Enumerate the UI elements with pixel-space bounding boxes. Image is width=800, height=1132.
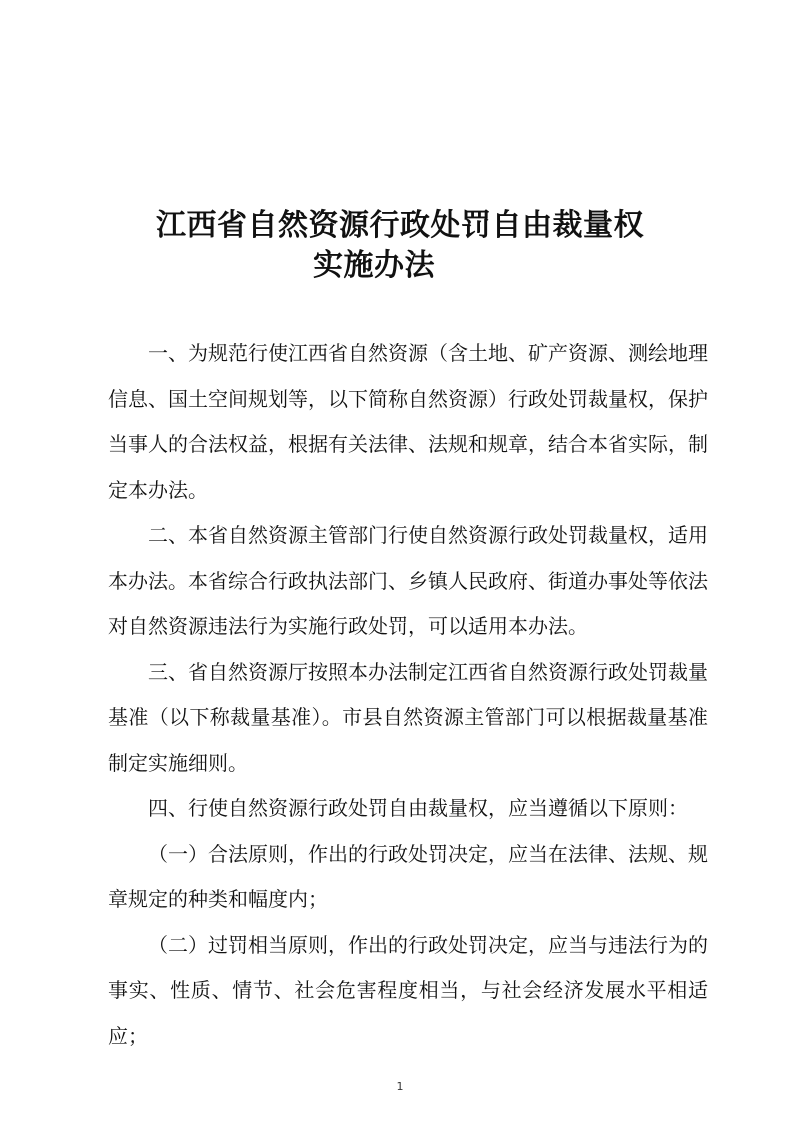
paragraph-3: 三、省自然资源厅按照本办法制定江西省自然资源行政处罚裁量基准（以下称裁量基准）。市县自然资源主管部门可以根据裁量基准制定实施细则。 bbox=[108, 659, 708, 775]
document-title-line-1: 江西省自然资源行政处罚自由裁量权 bbox=[156, 208, 644, 243]
paragraph-5: （一）合法原则，作出的行政处罚决定，应当在法律、法规、规章规定的种类和幅度内； bbox=[108, 841, 708, 911]
paragraph-2: 二、本省自然资源主管部门行使自然资源行政处罚裁量权，适用本办法。本省综合行政执法部门、乡镇人民政府、街道办事处等依法对自然资源违法行为实施行政处罚，可以适用本办法。 bbox=[108, 523, 708, 638]
document-body bbox=[108, 331, 708, 1059]
paragraph-4: 四、行使自然资源行政处罚自由裁量权，应当遵循以下原则： bbox=[148, 796, 688, 820]
document-title-line-2: 实施办法 bbox=[313, 248, 435, 283]
page-number: 1 bbox=[396, 1080, 404, 1093]
paragraph-6: （二）过罚相当原则，作出的行政处罚决定，应当与违法行为的事实、性质、情节、社会危害程度相当，与社会经济发展水平相适应； bbox=[108, 932, 708, 1048]
paragraph-1: 一、为规范行使江西省自然资源（含土地、矿产资源、测绘地理信息、国土空间规划等，以下简称自然资源）行政处罚裁量权，保护当事人的合法权益，根据有关法律、法规和规章，结合本省实际，制定本办法。 bbox=[108, 341, 708, 502]
